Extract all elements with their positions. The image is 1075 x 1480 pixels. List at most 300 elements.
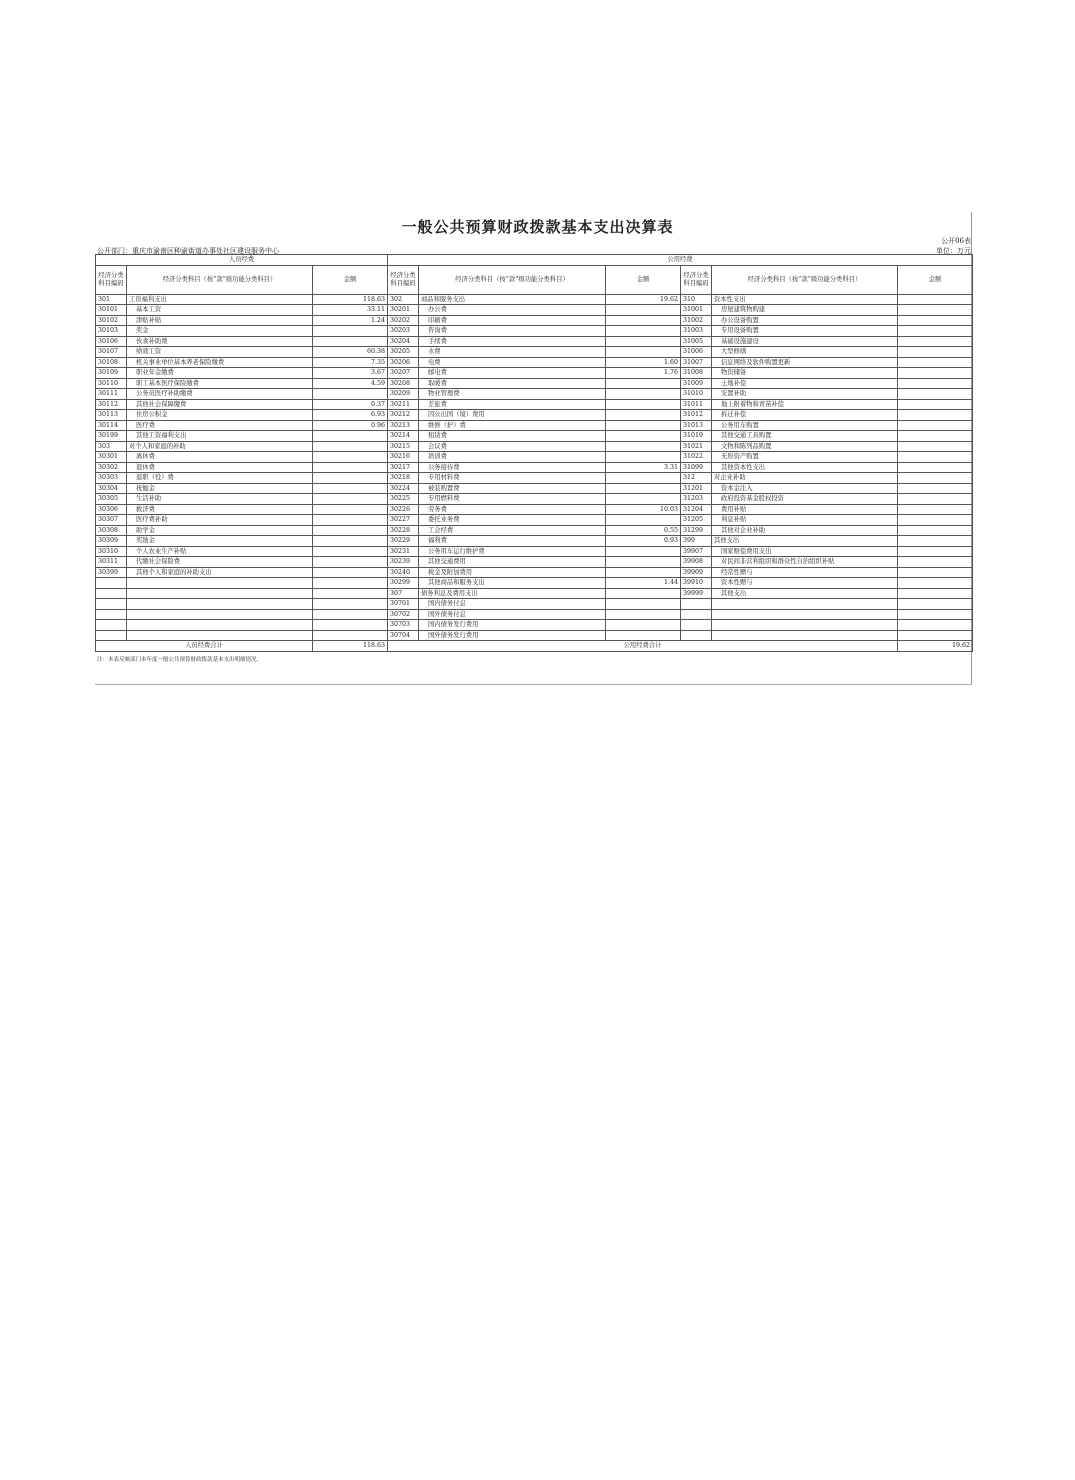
subject-cell: 对个人和家庭的补助	[127, 441, 313, 452]
subject-cell: 因公出国（境）费用	[419, 410, 606, 421]
amount-cell: 33.11	[313, 305, 388, 316]
amount-header: 金额	[313, 265, 388, 294]
code-cell: 30112	[96, 399, 127, 410]
amount-cell	[313, 473, 388, 484]
amount-cell: 1.44	[606, 578, 681, 589]
subject-cell: 基础设施建设	[712, 336, 898, 347]
code-cell: 312	[681, 473, 712, 484]
code-cell: 30226	[388, 504, 419, 515]
code-cell: 31007	[681, 357, 712, 368]
subject-cell: 取暖费	[419, 378, 606, 389]
amount-cell	[606, 452, 681, 463]
amount-cell	[898, 347, 973, 358]
unit-label: 单位：万元	[936, 247, 971, 255]
subject-cell: 资本金注入	[712, 483, 898, 494]
subject-cell: 离休费	[127, 452, 313, 463]
subject-cell: 拆迁补偿	[712, 410, 898, 421]
subject-cell	[127, 578, 313, 589]
amount-cell: 1.76	[606, 368, 681, 379]
table-row	[96, 389, 973, 400]
subject-cell: 物业管理费	[419, 389, 606, 400]
subject-cell: 信息网络及软件购置更新	[712, 357, 898, 368]
code-cell: 31204	[681, 504, 712, 515]
subject-cell	[712, 609, 898, 620]
subject-cell: 土地补偿	[712, 378, 898, 389]
code-cell: 31011	[681, 399, 712, 410]
subject-cell: 退休费	[127, 462, 313, 473]
amount-cell	[313, 515, 388, 526]
amount-cell	[313, 504, 388, 515]
amount-cell	[313, 483, 388, 494]
table-row	[96, 557, 973, 568]
code-cell: 30201	[388, 305, 419, 316]
amount-cell	[898, 462, 973, 473]
subject-cell: 专用燃料费	[419, 494, 606, 505]
subject-cell: 电费	[419, 357, 606, 368]
code-cell: 30310	[96, 546, 127, 557]
subject-cell: 其他工资福利支出	[127, 431, 313, 442]
subject-cell: 公务接待费	[419, 462, 606, 473]
code-cell: 30107	[96, 347, 127, 358]
public-group-header: 公用经费	[388, 255, 973, 266]
subject-cell: 地上附着物和青苗补偿	[712, 399, 898, 410]
subject-cell: 租赁费	[419, 431, 606, 442]
amount-cell: 0.55	[606, 525, 681, 536]
subject-cell: 税金及附加费用	[419, 567, 606, 578]
amount-cell	[898, 305, 973, 316]
table-row	[96, 315, 973, 326]
table-row	[96, 630, 973, 641]
table-row	[96, 431, 973, 442]
amount-cell	[898, 620, 973, 631]
subject-cell: 办公设备购置	[712, 315, 898, 326]
code-cell: 30216	[388, 452, 419, 463]
subject-header: 经济分类科目（按“款”级功能分类科目）	[127, 265, 313, 294]
subject-cell: 安置补助	[712, 389, 898, 400]
subject-cell: 利息补贴	[712, 515, 898, 526]
public-total-label: 公用经费合计	[388, 641, 898, 652]
amount-cell	[898, 336, 973, 347]
amount-cell	[606, 399, 681, 410]
subject-cell: 其他商品和服务支出	[419, 578, 606, 589]
code-cell	[681, 620, 712, 631]
table-row	[96, 326, 973, 337]
subject-cell: 经常性赠与	[712, 567, 898, 578]
amount-cell: 1.24	[313, 315, 388, 326]
code-cell	[681, 609, 712, 620]
amount-cell	[313, 525, 388, 536]
code-cell: 307	[388, 588, 419, 599]
table-row	[96, 609, 973, 620]
amount-cell	[606, 588, 681, 599]
code-cell: 30211	[388, 399, 419, 410]
table-row	[96, 336, 973, 347]
code-cell: 30217	[388, 462, 419, 473]
subject-cell: 政府投资基金股权投资	[712, 494, 898, 505]
subject-cell: 大型修缮	[712, 347, 898, 358]
table-row	[96, 483, 973, 494]
code-cell	[96, 578, 127, 589]
code-cell: 30702	[388, 609, 419, 620]
amount-cell	[898, 399, 973, 410]
amount-cell	[898, 452, 973, 463]
amount-cell: 10.03	[606, 504, 681, 515]
amount-cell	[606, 620, 681, 631]
amount-cell	[606, 515, 681, 526]
amount-cell	[606, 441, 681, 452]
code-cell: 30309	[96, 536, 127, 547]
subject-cell: 资本性赠与	[712, 578, 898, 589]
amount-cell	[606, 557, 681, 568]
amount-cell	[606, 410, 681, 421]
code-cell: 30304	[96, 483, 127, 494]
amount-header: 金额	[606, 265, 681, 294]
table-row	[96, 525, 973, 536]
subject-cell: 医疗费补助	[127, 515, 313, 526]
amount-cell	[313, 599, 388, 610]
amount-cell	[898, 431, 973, 442]
code-cell: 31299	[681, 525, 712, 536]
amount-cell	[898, 609, 973, 620]
code-cell	[96, 599, 127, 610]
subject-cell: 国内债务付息	[419, 599, 606, 610]
subject-header: 经济分类科目（按“款”级功能分类科目）	[419, 265, 606, 294]
table-row	[96, 504, 973, 515]
code-cell: 30224	[388, 483, 419, 494]
subject-cell: 绩效工资	[127, 347, 313, 358]
amount-cell	[606, 420, 681, 431]
code-cell: 30114	[96, 420, 127, 431]
code-cell: 39909	[681, 567, 712, 578]
totals-row	[96, 641, 973, 652]
code-cell: 301	[96, 294, 127, 305]
subject-cell	[712, 630, 898, 641]
public-total-amount: 19.62	[898, 641, 973, 652]
amount-cell	[606, 630, 681, 641]
table-row	[96, 599, 973, 610]
subject-cell	[712, 620, 898, 631]
amount-cell	[898, 483, 973, 494]
code-cell: 31005	[681, 336, 712, 347]
subject-cell: 差旅费	[419, 399, 606, 410]
subject-cell: 房屋建筑物购建	[712, 305, 898, 316]
subject-cell: 奖金	[127, 326, 313, 337]
subject-cell: 职工基本医疗保险缴费	[127, 378, 313, 389]
amount-cell	[898, 599, 973, 610]
code-cell: 30218	[388, 473, 419, 484]
code-cell: 30202	[388, 315, 419, 326]
code-cell: 30203	[388, 326, 419, 337]
subject-cell: 工会经费	[419, 525, 606, 536]
code-cell: 31203	[681, 494, 712, 505]
code-cell: 30215	[388, 441, 419, 452]
code-cell: 30311	[96, 557, 127, 568]
subject-cell: 咨询费	[419, 326, 606, 337]
amount-cell: 3.67	[313, 368, 388, 379]
code-cell: 30101	[96, 305, 127, 316]
amount-cell	[898, 515, 973, 526]
subject-cell: 其他交通费用	[419, 557, 606, 568]
code-cell: 31001	[681, 305, 712, 316]
amount-cell	[606, 494, 681, 505]
code-cell: 30106	[96, 336, 127, 347]
personnel-total-label: 人员经费合计	[96, 641, 313, 652]
code-cell: 31021	[681, 441, 712, 452]
amount-cell	[313, 546, 388, 557]
amount-cell	[313, 452, 388, 463]
subject-cell: 救济费	[127, 504, 313, 515]
table-row	[96, 578, 973, 589]
code-cell: 39907	[681, 546, 712, 557]
amount-cell	[606, 315, 681, 326]
amount-cell	[606, 347, 681, 358]
amount-cell	[606, 567, 681, 578]
table-row	[96, 441, 973, 452]
amount-cell: 19.62	[606, 294, 681, 305]
amount-cell	[313, 557, 388, 568]
subject-cell: 会议费	[419, 441, 606, 452]
code-cell: 30199	[96, 431, 127, 442]
code-cell: 30208	[388, 378, 419, 389]
subject-cell: 福利费	[419, 536, 606, 547]
subject-cell	[127, 620, 313, 631]
amount-cell	[606, 599, 681, 610]
code-cell: 30231	[388, 546, 419, 557]
subject-cell: 抚恤金	[127, 483, 313, 494]
subject-cell: 文物和陈列品购置	[712, 441, 898, 452]
table-row	[96, 294, 973, 305]
amount-cell: 0.37	[313, 399, 388, 410]
code-cell: 30299	[388, 578, 419, 589]
subject-cell: 职业年金缴费	[127, 368, 313, 379]
subject-cell: 个人农业生产补贴	[127, 546, 313, 557]
table-row	[96, 620, 973, 631]
amount-cell	[313, 326, 388, 337]
subject-cell: 住房公积金	[127, 410, 313, 421]
table-row	[96, 494, 973, 505]
subject-cell: 债务利息及费用支出	[419, 588, 606, 599]
code-cell: 30109	[96, 368, 127, 379]
amount-cell	[313, 494, 388, 505]
amount-cell	[898, 473, 973, 484]
table-row	[96, 515, 973, 526]
subject-cell: 基本工资	[127, 305, 313, 316]
personnel-group-header: 人员经费	[96, 255, 388, 266]
subject-cell: 机关事业单位基本养老保险缴费	[127, 357, 313, 368]
amount-cell	[313, 336, 388, 347]
amount-cell: 3.31	[606, 462, 681, 473]
amount-cell	[898, 567, 973, 578]
department-label: 公开部门：重庆市渝南区种渝街道办事处社区建设服务中心	[97, 247, 279, 255]
code-cell: 30306	[96, 504, 127, 515]
subject-cell: 培训费	[419, 452, 606, 463]
subject-cell: 委托业务费	[419, 515, 606, 526]
amount-cell	[606, 483, 681, 494]
code-cell: 31022	[681, 452, 712, 463]
amount-cell	[313, 609, 388, 620]
subject-cell: 无形资产购置	[712, 452, 898, 463]
amount-cell	[898, 578, 973, 589]
amount-cell	[313, 620, 388, 631]
amount-cell	[313, 536, 388, 547]
code-cell: 30213	[388, 420, 419, 431]
amount-cell	[313, 441, 388, 452]
subject-cell: 退职（役）费	[127, 473, 313, 484]
code-cell: 39999	[681, 588, 712, 599]
table-row	[96, 546, 973, 557]
amount-cell: 1.60	[606, 357, 681, 368]
amount-cell	[898, 389, 973, 400]
code-cell	[681, 630, 712, 641]
subject-cell: 伙食补助费	[127, 336, 313, 347]
code-cell: 31009	[681, 378, 712, 389]
subject-cell: 专用材料费	[419, 473, 606, 484]
code-cell: 30308	[96, 525, 127, 536]
code-cell: 30228	[388, 525, 419, 536]
subject-cell: 国外债务发行费用	[419, 630, 606, 641]
code-cell: 30113	[96, 410, 127, 421]
code-cell	[96, 588, 127, 599]
subject-cell: 物资储备	[712, 368, 898, 379]
code-cell: 31006	[681, 347, 712, 358]
code-cell: 30305	[96, 494, 127, 505]
code-cell: 30302	[96, 462, 127, 473]
amount-cell	[606, 431, 681, 442]
code-cell: 39910	[681, 578, 712, 589]
table-row	[96, 347, 973, 358]
subject-cell: 办公费	[419, 305, 606, 316]
table-row	[96, 588, 973, 599]
subject-cell: 对企业补助	[712, 473, 898, 484]
amount-cell: 60.38	[313, 347, 388, 358]
amount-cell	[606, 609, 681, 620]
table-row	[96, 536, 973, 547]
code-cell: 30103	[96, 326, 127, 337]
code-cell	[681, 599, 712, 610]
table-row	[96, 420, 973, 431]
subject-cell: 维修（护）费	[419, 420, 606, 431]
subject-cell: 其他支出	[712, 588, 898, 599]
subject-cell: 津贴补贴	[127, 315, 313, 326]
code-cell: 30301	[96, 452, 127, 463]
amount-cell	[898, 420, 973, 431]
subject-cell: 医疗费	[127, 420, 313, 431]
subject-cell: 其他资本性支出	[712, 462, 898, 473]
table-row	[96, 368, 973, 379]
amount-cell	[898, 557, 973, 568]
subject-cell	[127, 630, 313, 641]
subject-cell: 其他个人和家庭的补助支出	[127, 567, 313, 578]
code-header: 经济分类科目编码	[681, 265, 712, 294]
code-cell: 30108	[96, 357, 127, 368]
code-cell: 30399	[96, 567, 127, 578]
code-cell	[96, 620, 127, 631]
subject-header: 经济分类科目（按“款”级功能分类科目）	[712, 265, 898, 294]
subject-cell: 水费	[419, 347, 606, 358]
table-row	[96, 462, 973, 473]
code-cell: 31019	[681, 431, 712, 442]
code-cell: 30206	[388, 357, 419, 368]
amount-cell	[313, 578, 388, 589]
subject-cell: 公务用车运行维护费	[419, 546, 606, 557]
subject-cell: 国家赔偿费用支出	[712, 546, 898, 557]
code-cell: 30214	[388, 431, 419, 442]
amount-cell	[898, 378, 973, 389]
column-header-row	[96, 265, 973, 294]
code-cell: 303	[96, 441, 127, 452]
form-number: 公开06表	[941, 237, 971, 245]
amount-cell	[898, 441, 973, 452]
code-cell: 31099	[681, 462, 712, 473]
code-cell: 30701	[388, 599, 419, 610]
amount-cell	[606, 473, 681, 484]
amount-header: 金额	[898, 265, 973, 294]
code-cell: 30703	[388, 620, 419, 631]
code-cell: 30240	[388, 567, 419, 578]
subject-cell	[127, 609, 313, 620]
code-cell: 30704	[388, 630, 419, 641]
subject-cell: 手续费	[419, 336, 606, 347]
subject-cell: 国外债务付息	[419, 609, 606, 620]
code-cell: 30204	[388, 336, 419, 347]
code-cell: 31205	[681, 515, 712, 526]
subject-cell: 助学金	[127, 525, 313, 536]
code-cell: 30110	[96, 378, 127, 389]
code-cell: 30205	[388, 347, 419, 358]
subject-cell: 其他对企业补助	[712, 525, 898, 536]
code-header: 经济分类科目编码	[388, 265, 419, 294]
amount-cell	[898, 494, 973, 505]
amount-cell	[898, 588, 973, 599]
subject-cell: 专用设备购置	[712, 326, 898, 337]
code-cell: 30212	[388, 410, 419, 421]
subject-cell	[127, 588, 313, 599]
subject-cell: 其他交通工具购置	[712, 431, 898, 442]
code-cell: 30111	[96, 389, 127, 400]
amount-cell	[898, 368, 973, 379]
subject-cell: 费用补贴	[712, 504, 898, 515]
group-header-row	[96, 255, 973, 266]
code-cell	[96, 609, 127, 620]
expenditure-table	[95, 254, 973, 652]
amount-cell	[606, 336, 681, 347]
code-cell: 30239	[388, 557, 419, 568]
subject-cell: 生活补助	[127, 494, 313, 505]
amount-cell	[606, 546, 681, 557]
subject-cell	[127, 599, 313, 610]
amount-cell	[898, 294, 973, 305]
amount-cell: 0.96	[313, 420, 388, 431]
code-cell: 30209	[388, 389, 419, 400]
amount-cell	[898, 357, 973, 368]
subject-cell: 工资福利支出	[127, 294, 313, 305]
code-header: 经济分类科目编码	[96, 265, 127, 294]
amount-cell: 4.59	[313, 378, 388, 389]
subject-cell: 公务用车购置	[712, 420, 898, 431]
amount-cell	[606, 378, 681, 389]
subject-cell: 邮电费	[419, 368, 606, 379]
subject-cell: 奖励金	[127, 536, 313, 547]
footnote: 注：本表反映部门本年度一般公共预算财政拨款基本支出明细情况。	[97, 657, 263, 663]
code-cell: 31003	[681, 326, 712, 337]
subject-cell: 对民间非营利组织和群众性自治组织补贴	[712, 557, 898, 568]
code-cell: 302	[388, 294, 419, 305]
table-row	[96, 399, 973, 410]
amount-cell	[606, 305, 681, 316]
subject-cell: 公务员医疗补助缴费	[127, 389, 313, 400]
amount-cell	[313, 567, 388, 578]
amount-cell	[898, 504, 973, 515]
